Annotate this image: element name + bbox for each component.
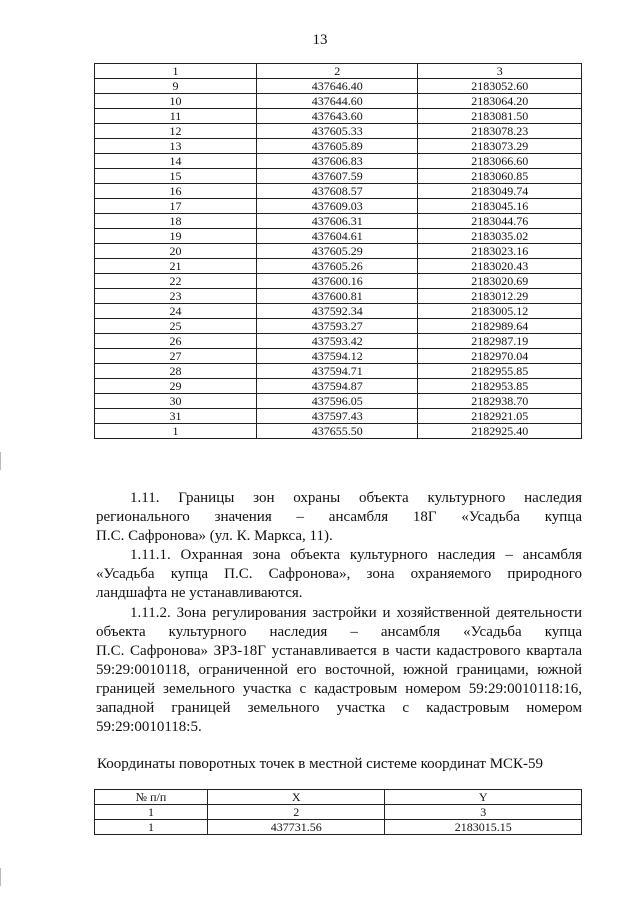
table-cell: 19 bbox=[95, 229, 257, 244]
table-cell: № п/п bbox=[95, 790, 208, 805]
table-row bbox=[95, 379, 582, 394]
table-row bbox=[95, 229, 582, 244]
section-1-11-2-paragraph bbox=[96, 604, 582, 737]
table-cell: 13 bbox=[95, 139, 257, 154]
table-cell: 1 bbox=[95, 820, 208, 835]
table-cell: 12 bbox=[95, 124, 257, 139]
table-cell: 437594.71 bbox=[256, 364, 418, 379]
table-row bbox=[95, 820, 582, 835]
paragraph-line: 1.11. Границы зон охраны объекта культурного наследия bbox=[130, 490, 582, 506]
table-cell: 2183052.60 bbox=[418, 79, 582, 94]
table-cell: 437604.61 bbox=[256, 229, 418, 244]
table-cell: 30 bbox=[95, 394, 257, 409]
table-cell: 437605.29 bbox=[256, 244, 418, 259]
table-row bbox=[95, 139, 582, 154]
table-cell: 437605.89 bbox=[256, 139, 418, 154]
table-cell: 14 bbox=[95, 154, 257, 169]
paragraph-line: 59:29:0010118:5. bbox=[96, 719, 202, 735]
table-row bbox=[95, 424, 582, 439]
table-cell: 2 bbox=[256, 64, 418, 79]
paragraph-line: 1.11.2. Зона регулирования застройки и хозяйственной деятельности bbox=[130, 605, 582, 621]
paragraph-line: 59:29:0010118, ограниченной его восточной, южной границами, южной bbox=[96, 662, 582, 678]
table-row bbox=[95, 199, 582, 214]
table-cell: 437597.43 bbox=[256, 409, 418, 424]
table-cell: 437593.42 bbox=[256, 334, 418, 349]
table-cell: 437600.81 bbox=[256, 289, 418, 304]
table-cell: 18 bbox=[95, 214, 257, 229]
paragraph-line: западной границей земельного участка с кадастровым номером bbox=[96, 700, 582, 716]
table-row bbox=[95, 124, 582, 139]
table-cell: 2183078.23 bbox=[418, 124, 582, 139]
paragraph-line: объекта культурного наследия – ансамбля «Усадьба купца bbox=[96, 624, 582, 640]
table-cell: 2183020.43 bbox=[418, 259, 582, 274]
table-row bbox=[95, 274, 582, 289]
table-number-row bbox=[95, 805, 582, 820]
table-row bbox=[95, 334, 582, 349]
table-cell: 2183060.85 bbox=[418, 169, 582, 184]
table-cell: 437643.60 bbox=[256, 109, 418, 124]
table-cell: 437646.40 bbox=[256, 79, 418, 94]
table-cell: X bbox=[207, 790, 385, 805]
table-row bbox=[95, 244, 582, 259]
table-cell: 2182989.64 bbox=[418, 319, 582, 334]
table-cell: 437596.05 bbox=[256, 394, 418, 409]
paragraph-line: «Усадьба купца П.С. Сафронова», зона охраняемого природного bbox=[96, 566, 582, 582]
table-cell: 437594.87 bbox=[256, 379, 418, 394]
table-cell: 2182938.70 bbox=[418, 394, 582, 409]
table-cell: 437608.57 bbox=[256, 184, 418, 199]
paragraph-line: ландшафта не устанавливаются. bbox=[96, 585, 303, 601]
table-cell: 2183045.16 bbox=[418, 199, 582, 214]
table-cell: 29 bbox=[95, 379, 257, 394]
paragraph-line: 1.11.1. Охранная зона объекта культурного наследия – ансамбля bbox=[130, 547, 582, 563]
page-number: 13 bbox=[312, 32, 328, 48]
table-cell: 20 bbox=[95, 244, 257, 259]
table-cell: 3 bbox=[385, 805, 582, 820]
paragraph-line: границей земельного участка с кадастровым номером 59:29:0010118:16, bbox=[96, 681, 582, 697]
table-cell: 1 bbox=[95, 64, 257, 79]
table-cell: 2 bbox=[207, 805, 385, 820]
table-cell: 24 bbox=[95, 304, 257, 319]
table-cell: Y bbox=[385, 790, 582, 805]
table-row bbox=[95, 79, 582, 94]
paragraph-line: регионального значения – ансамбля 18Г «Усадьба купца bbox=[96, 509, 582, 525]
table-header-row bbox=[95, 64, 582, 79]
table-cell: 2183012.29 bbox=[418, 289, 582, 304]
table-cell: 1 bbox=[95, 424, 257, 439]
table-cell: 3 bbox=[418, 64, 582, 79]
table-row bbox=[95, 364, 582, 379]
table-cell: 1 bbox=[95, 805, 208, 820]
table-cell: 27 bbox=[95, 349, 257, 364]
coordinates-table bbox=[94, 63, 582, 439]
table-cell: 437593.27 bbox=[256, 319, 418, 334]
table-cell: 437607.59 bbox=[256, 169, 418, 184]
table-cell: 28 bbox=[95, 364, 257, 379]
table-row bbox=[95, 409, 582, 424]
table-cell: 31 bbox=[95, 409, 257, 424]
table-cell: 10 bbox=[95, 94, 257, 109]
table-row bbox=[95, 184, 582, 199]
scan-edge-mark bbox=[0, 868, 1, 886]
table-cell: 2182953.85 bbox=[418, 379, 582, 394]
table-header-row bbox=[95, 790, 582, 805]
table-row bbox=[95, 109, 582, 124]
table-cell: 437592.34 bbox=[256, 304, 418, 319]
table-cell: 2183064.20 bbox=[418, 94, 582, 109]
table-row bbox=[95, 214, 582, 229]
table-cell: 22 bbox=[95, 274, 257, 289]
table-cell: 437606.83 bbox=[256, 154, 418, 169]
table-cell: 17 bbox=[95, 199, 257, 214]
table-row bbox=[95, 394, 582, 409]
table-cell: 2183015.15 bbox=[385, 820, 582, 835]
table-caption: Координаты поворотных точек в местной системе координат МСК-59 bbox=[96, 756, 544, 772]
table-cell: 2183081.50 bbox=[418, 109, 582, 124]
table-cell: 437594.12 bbox=[256, 349, 418, 364]
paragraph-line: П.С. Сафронова» ЗРЗ-18Г устанавливается в части кадастрового квартала bbox=[96, 643, 582, 659]
table-cell: 23 bbox=[95, 289, 257, 304]
table-cell: 25 bbox=[95, 319, 257, 334]
table-cell: 2182955.85 bbox=[418, 364, 582, 379]
table-cell: 11 bbox=[95, 109, 257, 124]
scan-edge-mark bbox=[0, 452, 1, 470]
table-cell: 2183005.12 bbox=[418, 304, 582, 319]
table-cell: 2183066.60 bbox=[418, 154, 582, 169]
table-row bbox=[95, 169, 582, 184]
table-cell: 2182970.04 bbox=[418, 349, 582, 364]
table-cell: 437606.31 bbox=[256, 214, 418, 229]
table-row bbox=[95, 304, 582, 319]
section-1-11-paragraph bbox=[96, 489, 582, 546]
table-row bbox=[95, 94, 582, 109]
table-cell: 2183023.16 bbox=[418, 244, 582, 259]
table-cell: 15 bbox=[95, 169, 257, 184]
table-row bbox=[95, 319, 582, 334]
table-cell: 437600.16 bbox=[256, 274, 418, 289]
table-cell: 2183020.69 bbox=[418, 274, 582, 289]
table-cell: 21 bbox=[95, 259, 257, 274]
table-cell: 2183035.02 bbox=[418, 229, 582, 244]
table-cell: 2183049.74 bbox=[418, 184, 582, 199]
table-cell: 437655.50 bbox=[256, 424, 418, 439]
table-cell: 437609.03 bbox=[256, 199, 418, 214]
table-cell: 2183044.76 bbox=[418, 214, 582, 229]
table-cell: 2182925.40 bbox=[418, 424, 582, 439]
section-1-11-1-paragraph bbox=[96, 546, 582, 603]
table-cell: 437731.56 bbox=[207, 820, 385, 835]
table-cell: 2182921.05 bbox=[418, 409, 582, 424]
paragraph-line: П.С. Сафронова» (ул. К. Маркса, 11). bbox=[96, 528, 333, 544]
table-cell: 437644.60 bbox=[256, 94, 418, 109]
table-cell: 437605.26 bbox=[256, 259, 418, 274]
table-cell: 2182987.19 bbox=[418, 334, 582, 349]
table-row bbox=[95, 349, 582, 364]
table-row bbox=[95, 289, 582, 304]
table-cell: 437605.33 bbox=[256, 124, 418, 139]
table-cell: 2183073.29 bbox=[418, 139, 582, 154]
coordinates-table-2 bbox=[94, 789, 582, 835]
table-cell: 9 bbox=[95, 79, 257, 94]
table-row bbox=[95, 154, 582, 169]
table-cell: 16 bbox=[95, 184, 257, 199]
table-cell: 26 bbox=[95, 334, 257, 349]
table-row bbox=[95, 259, 582, 274]
